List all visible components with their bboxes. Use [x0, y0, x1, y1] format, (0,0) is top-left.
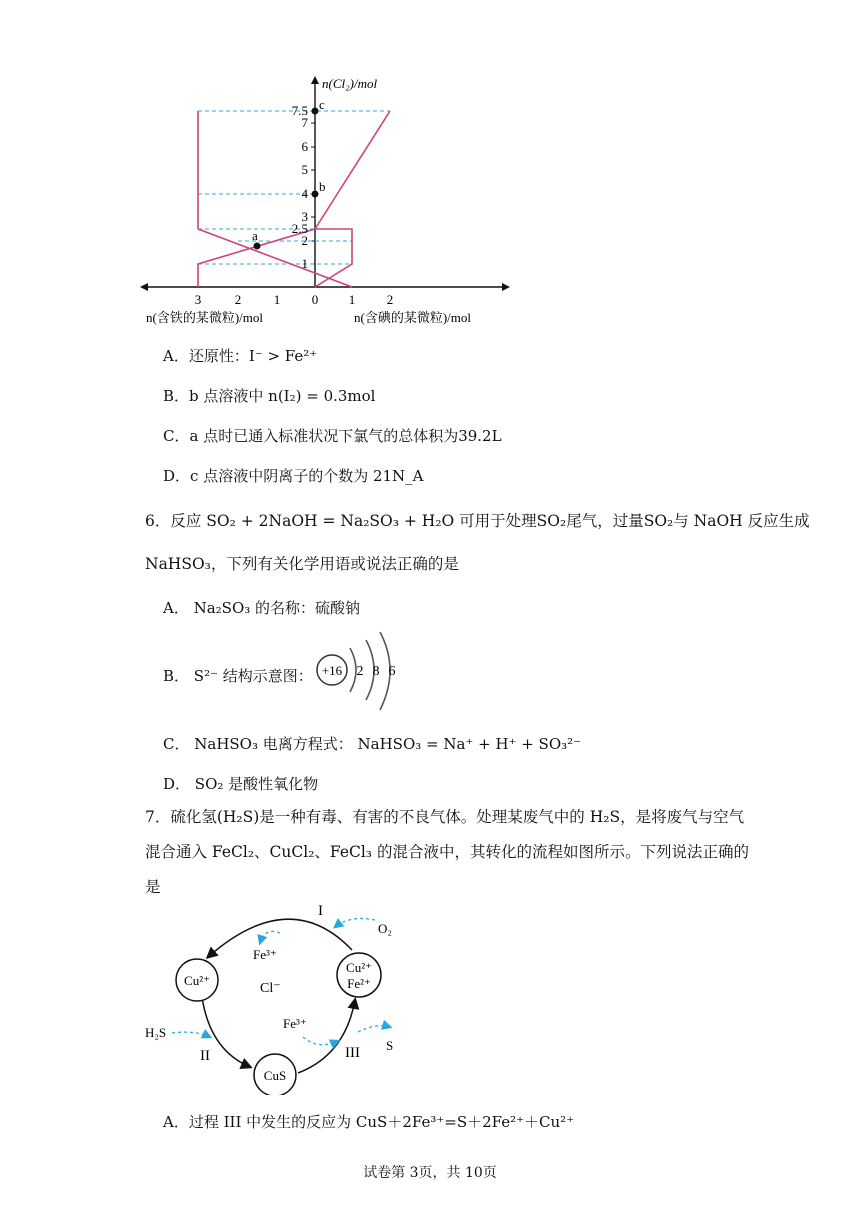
x-tick-0: 0: [311, 292, 319, 307]
q6-option-a: A． Na₂SO₃ 的名称：硫酸钠: [163, 599, 361, 617]
shell-3: 6: [388, 664, 396, 679]
h2s-label: H₂S: [145, 1025, 167, 1040]
q7-stem-line2: 混合通入 FeCl₂、CuCl₂、FeCl₃ 的混合液中，其转化的流程如图所示。下列说法正确的: [145, 843, 749, 861]
fe2-ion-right: Fe²⁺: [347, 976, 371, 991]
shell-1: 2: [356, 664, 364, 679]
y-tick-4: 4: [301, 186, 308, 201]
step-2-label: II: [200, 1048, 210, 1064]
q5-option-c: C．a 点时已通入标准状况下氯气的总体积为39.2L: [163, 427, 502, 445]
q6-option-c: C． NaHSO₃ 电离方程式： NaHSO₃ = Na⁺ + H⁺ + SO₃²⁻: [163, 735, 582, 753]
point-b: [312, 191, 319, 198]
label-b: b: [319, 179, 326, 194]
q6-option-d: D． SO₂ 是酸性氧化物: [163, 775, 319, 793]
y-tick-7: 7: [301, 115, 308, 130]
x-left-tick-1: 1: [273, 292, 281, 307]
x-right-tick-1: 1: [348, 292, 356, 307]
y-tick-5: 5: [301, 162, 308, 177]
step-1-label: I: [318, 903, 323, 919]
cu-ion: Cu²⁺: [184, 973, 210, 988]
q6-stem-line1: 6．反应 SO₂ + 2NaOH = Na₂SO₃ + H₂O 可用于处理SO₂尾气，过量SO₂与 NaOH 反应生成: [145, 512, 810, 530]
s-label: S: [386, 1038, 394, 1053]
label-c: c: [319, 97, 325, 112]
q5-option-b: B．b 点溶液中 n(I₂) = 0.3mol: [163, 387, 376, 405]
y-tick-2-5: 2.5: [291, 221, 308, 236]
cu-ion-right: Cu²⁺: [346, 960, 372, 975]
q7-stem-line3: 是: [145, 878, 161, 896]
y-tick-7-5: 7.5: [291, 103, 308, 118]
mol-graph: [140, 70, 520, 330]
x-right-label: n(含碘的某微粒)/mol: [354, 310, 471, 325]
x-right-tick-2: 2: [386, 292, 394, 307]
q7-stem-line1: 7．硫化氢(H₂S)是一种有毒、有害的不良气体。处理某废气中的 H₂S，是将废气与空气: [145, 808, 745, 826]
y-tick-3: 3: [301, 209, 308, 224]
cus-label: CuS: [263, 1068, 287, 1083]
y-tick-6: 6: [301, 139, 308, 154]
q5-option-d: D．c 点溶液中阴离子的个数为 21N_A: [163, 467, 424, 485]
q6-option-b: B． S²⁻ 结构示意图：: [163, 667, 313, 685]
q6-stem-line2: NaHSO₃，下列有关化学用语或说法正确的是: [145, 555, 459, 573]
shell-2: 8: [372, 664, 380, 679]
o2-label: O₂: [378, 921, 392, 936]
y-tick-2: 2: [301, 233, 308, 248]
y-tick-1: 1: [301, 256, 308, 271]
label-a: a: [252, 228, 258, 243]
point-a: [254, 243, 261, 250]
x-left-tick-3: 3: [194, 292, 202, 307]
q7-option-a: A．过程 III 中发生的反应为 CuS＋2Fe³⁺=S＋2Fe²⁺＋Cu²⁺: [163, 1113, 575, 1131]
fe3-top-label: Fe³⁺: [253, 947, 277, 962]
s2-structure-diagram: [310, 628, 410, 718]
step-3-label: III: [345, 1045, 360, 1061]
y-axis-label: n(Cl₂)/mol: [322, 76, 378, 91]
x-left-tick-2: 2: [234, 292, 242, 307]
cl-label: Cl⁻: [260, 981, 281, 996]
h2s-cycle-diagram: [140, 895, 420, 1095]
point-c: [312, 108, 319, 115]
page-footer: 试卷第 3页，共 10页: [363, 1165, 497, 1181]
fe3-mid-label: Fe³⁺: [283, 1016, 307, 1031]
nucleus-label: +16: [321, 663, 343, 678]
x-left-label: n(含铁的某微粒)/mol: [146, 310, 263, 325]
q5-option-a: A．还原性：I⁻ > Fe²⁺: [163, 347, 318, 365]
